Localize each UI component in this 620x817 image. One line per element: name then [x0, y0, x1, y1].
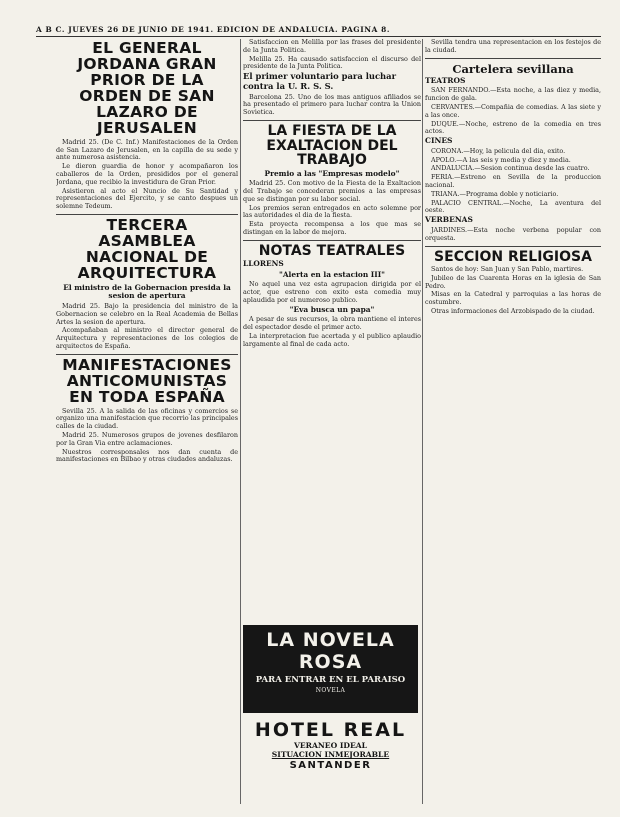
- page-header: A B C. JUEVES 26 DE JUNIO DE 1941. EDICION DE ANDALUCIA. PAGINA 8.: [36, 25, 391, 34]
- paragraph: Esta proyecta recompensa a los que mas se distingan en la labor de mejora.: [243, 220, 421, 237]
- subheading: Premio a las "Empresas modelo": [264, 168, 400, 178]
- paragraph: Sevilla 25. A la salida de las oficinas y comercios se organizo una manifestacion que recorrio las principales calles de la ciudad.: [56, 406, 238, 431]
- article-divider: [425, 246, 601, 247]
- listing: CORONA.—Hoy, la pelicula del dia, exito.: [431, 146, 566, 155]
- subheading: El ministro de la Gobernacion presida la sesion de apertura: [63, 282, 231, 301]
- hotel-city: SANTANDER: [289, 759, 372, 771]
- headline-manifestaciones: MANIFESTACIONES ANTICOMUNISTAS EN TODA ESPAÑA: [62, 355, 232, 406]
- listing: ANDALUCIA.—Sesion continua desde las cuatro.: [431, 164, 590, 173]
- headline-arquitectura: TERCERA ASAMBLEA NACIONAL DE ARQUITECTURA: [77, 216, 217, 282]
- paragraph: A pesar de sus recursos, la obra mantiene el interes del espectador desde el primer acto.: [243, 315, 421, 332]
- play-title: "Eva busca un papa": [289, 304, 375, 314]
- article-divider: [243, 120, 421, 121]
- headline-seccion-religiosa: SECCION RELIGIOSA: [434, 248, 592, 265]
- novela-rosa-ad: [243, 625, 418, 713]
- play-title: "Alerta en la estacion III": [278, 269, 386, 279]
- article-divider: [243, 240, 421, 241]
- column-divider-2: [422, 39, 423, 804]
- advertisement-block: [243, 625, 418, 810]
- paragraph: Santos de hoy: San Juan y San Pablo, martires.: [431, 265, 584, 274]
- paragraph: Nuestros corresponsales nos dan cuenta de manifestaciones en Bilbao y otras ciudades andaluzas.: [56, 447, 238, 464]
- paragraph: No aquel una vez esta agrupacion dirigida por el actor, que estreno con exito esta comedia muy aplaudida por el numeroso publico.: [243, 280, 421, 305]
- headline-notas-teatrales: NOTAS TEATRALES: [258, 242, 406, 259]
- column-divider-1: [240, 39, 241, 804]
- column-left: [56, 39, 238, 809]
- theatre-name: LLORENS: [243, 259, 284, 269]
- paragraph: Le dieron guardia de honor y acompañaron los caballeros de la Orden, presididos por el general Jordana, que recibio la investidura de Gran Prior.: [56, 162, 238, 186]
- paragraph: Misas en la Catedral y parroquias a las horas de costumbre.: [425, 290, 601, 307]
- paragraph: Madrid 25. (De C. Inf.) Manifestaciones de la Orden de San Lazaro de Jerusalen, en la capilla de su sede y ante numerosa asistencia.: [56, 137, 238, 162]
- paragraph: Sevilla tendra una representacion en los festejos de la ciudad.: [425, 39, 601, 54]
- listing: DUQUE.—Noche, estreno de la comedia en tres actos.: [425, 119, 601, 136]
- paragraph: Barcelona 25. Uno de los mas antiguos afiliados se ha presentado el primero para luchar contra la Union Sovietica.: [243, 92, 421, 117]
- headline-jordana: EL GENERAL JORDANA GRAN PRIOR DE LA ORDEN DE SAN LAZARO DE JERUSALEN: [77, 39, 217, 137]
- header-rule: [36, 36, 601, 37]
- listing: FERIA.—Estreno en Sevilla de la produccion nacional.: [425, 173, 601, 189]
- paragraph: Jubileo de las Cuarenta Horas en la iglesia de San Pedro.: [425, 273, 601, 290]
- paragraph: La interpretacion fue acertada y el publico aplaudio largamente al final de cada acto.: [243, 332, 421, 348]
- paragraph: Satisfaccion en Melilla por las frases del presidente de la Junta Politica.: [243, 39, 421, 54]
- ad-subtitle-2: NOVELA: [315, 687, 346, 694]
- ad-title: LA NOVELA ROSA: [266, 629, 395, 673]
- subheading: El primer voluntario para luchar contra la U. R. S. S.: [243, 71, 396, 91]
- hotel-line: VERANEO IDEAL: [293, 741, 368, 750]
- section-label: TEATROS: [425, 75, 466, 85]
- listing: JARDINES.—Esta noche verbena popular con orquesta.: [425, 225, 601, 242]
- article-divider: [56, 214, 238, 215]
- paragraph: Los premios seran entregados en acto solemne por las autoridades el dia de la fiesta.: [243, 203, 421, 220]
- listing: CERVANTES.—Compañia de comedias. A las siete y a las once.: [425, 102, 601, 119]
- paragraph: Madrid 25. Bajo la presidencia del ministro de la Gobernacion se celebro en la Real Academia de Bellas Artes la sesion de apertura.: [56, 301, 238, 326]
- listing: APOLO.—A las seis y media y diez y media.: [431, 155, 571, 164]
- paragraph: Asistieron al acto el Nuncio de Su Santidad y representaciones del Ejercito, y se canto despues un solemne Tedeum.: [56, 186, 238, 211]
- column-right: [425, 39, 601, 809]
- cartelera-title: Cartelera sevillana: [452, 61, 574, 76]
- listing: TRIANA.—Programa doble y noticiario.: [431, 189, 559, 198]
- listing: SAN FERNANDO.—Esta noche, a las diez y media, funcion de gala.: [425, 86, 601, 103]
- paragraph: Madrid 25. Con motivo de la Fiesta de la Exaltacion del Trabajo se concederan premios a las empresas que se distingan por su labor social.: [243, 179, 421, 203]
- paragraph: Melilla 25. Ha causado satisfaccion el discurso del presidente de la Junta Politica.: [243, 54, 421, 71]
- hotel-ad-title: HOTEL REAL: [254, 719, 407, 741]
- paragraph: Otras informaciones del Arzobispado de la ciudad.: [431, 307, 595, 316]
- section-label: VERBENAS: [425, 215, 473, 225]
- section-label: CINES: [425, 136, 453, 146]
- article-divider: [56, 354, 238, 355]
- headline-exaltacion: LA FIESTA DE LA EXALTACION DEL TRABAJO: [266, 123, 398, 169]
- hotel-line: SITUACION INMEJORABLE: [271, 750, 390, 760]
- listing: PALACIO CENTRAL.—Noche, La aventura del oeste.: [425, 198, 601, 215]
- paragraph: Acompañaban al ministro el director general de Arquitectura y representaciones de los colegios de arquitectos de España.: [56, 326, 238, 350]
- article-divider: [425, 58, 601, 59]
- column-middle: [243, 39, 421, 619]
- ad-subtitle: PARA ENTRAR EN EL PARAISO: [255, 675, 406, 685]
- paragraph: Madrid 25. Numerosos grupos de jovenes desfilaron por la Gran Via entre aclamaciones.: [56, 431, 238, 447]
